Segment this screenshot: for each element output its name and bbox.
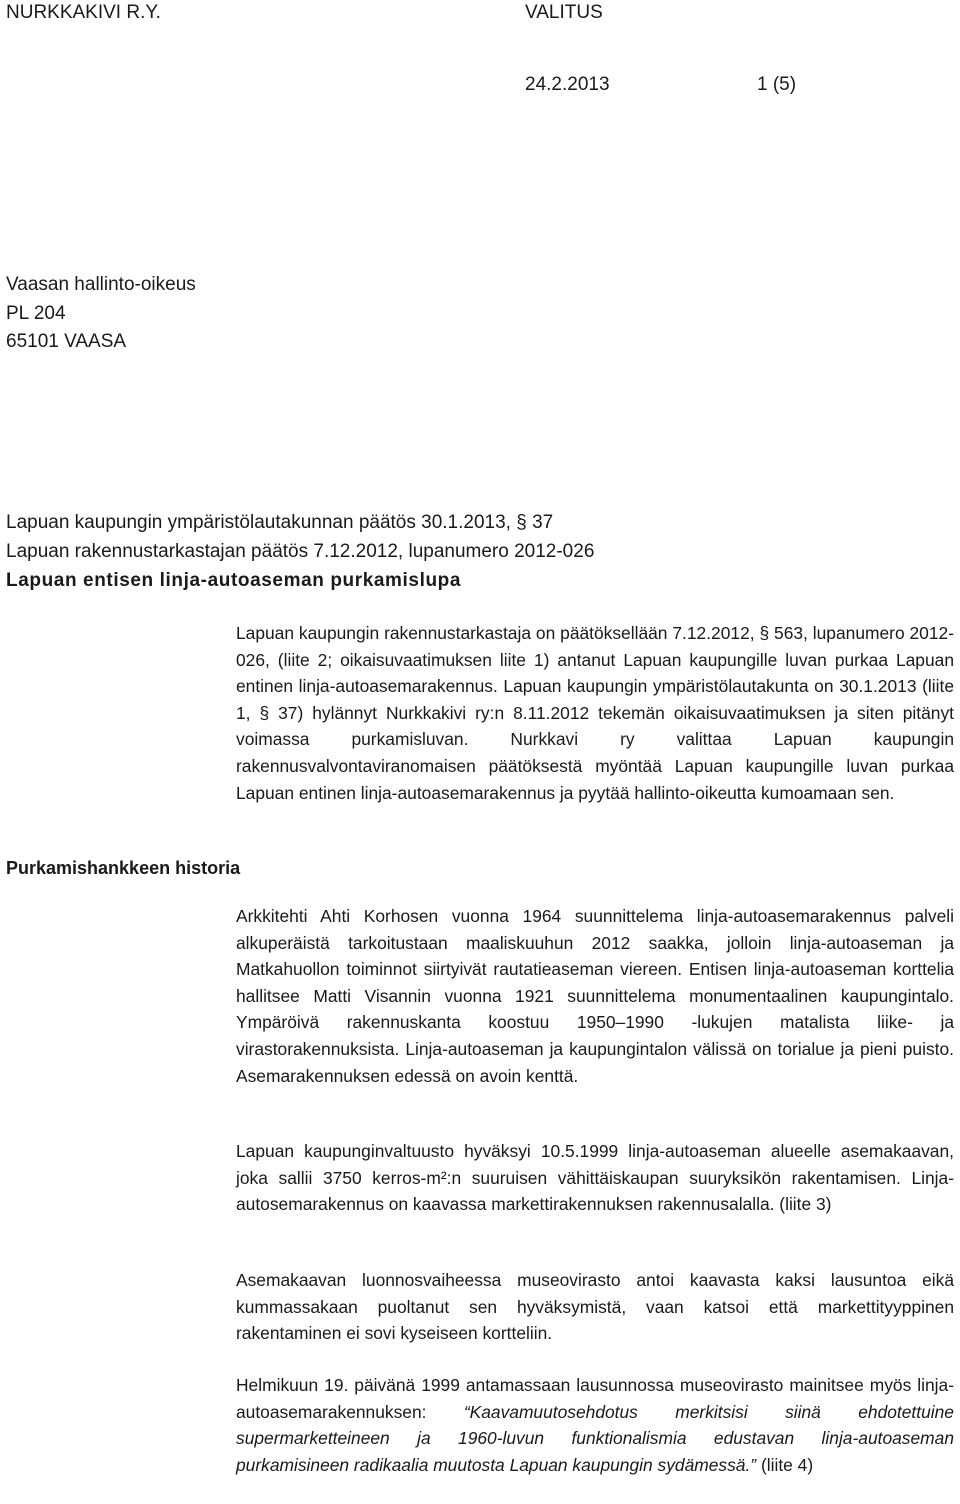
document-date: 24.2.2013 (525, 74, 610, 95)
recipient-name: Vaasan hallinto-oikeus (6, 274, 196, 295)
organization-name: NURKKAKIVI R.Y. (6, 2, 161, 23)
history-paragraph-1: Arkkitehti Ahti Korhosen vuonna 1964 suunnittelema linja-autoasemarakennus palveli alkuperäistä tarkoitustaan maaliskuuhun 2012 saakka, jolloin linja-autoaseman ja Matkahuollon toiminnot siirtyivät rautatieaseman viereen. Entisen linja-autoaseman korttelia hallitsee Matti Visannin vuonna 1921 suunnittelema monumentaalinen kaupungintalo. Ympäröivä rakennuskanta koostuu 1950–1990 -lukujen matalista liike- ja virastorakennuksista. Linja-autoaseman ja kaupungintalon välissä on torialue ja pieni puisto. Asemarakennuksen edessä on avoin kenttä. (236, 906, 954, 1086)
history-p2-section (236, 1138, 954, 1218)
recipient-po-box: PL 204 (6, 302, 66, 324)
museum-quote: “Kaavamuutosehdotus merkitsisi siinä ehdotettuine supermarketteineen ja 1960-luvun funktionalismia edustavan linja-autoaseman purkamisineen radikaalia muutosta Lapuan kaupungin sydämessä.” (236, 1401, 954, 1475)
p4-suffix: (liite 4) (756, 1454, 814, 1475)
history-paragraph-2: Lapuan kaupunginvaltuusto hyväksyi 10.5.1999 linja-autoaseman alueelle asemakaavan, joka sallii 3750 kerros-m²:n suuruisen vähittäiskaupan suuryksikön rakentamisen. Linja-autosemarakennus on kaavassa markettirakennuksen rakennusalalla. (liite 3) (236, 1141, 954, 1215)
document-type: VALITUS (525, 2, 603, 23)
recipient-address (6, 271, 196, 357)
recipient-postal: 65101 VAASA (6, 331, 127, 352)
subject-line-2: Lapuan rakennustarkastajan päätös 7.12.2012, lupanumero 2012-026 (6, 541, 595, 562)
history-heading: Purkamishankkeen historia (6, 858, 241, 878)
history-paragraph-4 (236, 1372, 954, 1478)
intro-section (236, 620, 954, 806)
intro-paragraph: Lapuan kaupungin rakennustarkastaja on päätöksellään 7.12.2012, § 563, lupanumero 2012-026, (liite 2; oikaisuvaatimuksen liite 1) antanut Lapuan kaupungille luvan purkaa Lapuan entinen linja-autoasemarakennus. Lapuan kaupungin ympäristölautakunta on 30.1.2013 (liite 1, § 37) hylännyt Nurkkakivi ry:n 8.11.2012 tekemän oikaisuvaatimuksen ja siten pitänyt voimassa purkamisluvan. Nurkkavi ry valittaa Lapuan kaupungin rakennusvalvontaviranomaisen päätöksestä myöntää Lapuan kaupungille luvan purkaa Lapuan entinen linja-autoasemarakennus ja pyytää hallinto-oikeutta kumoamaan sen. (236, 623, 954, 803)
p4-prefix: Helmikuun 19. päivänä 1999 antamassaan lausunnossa museovirasto mainitsee myös linja-autoasemarakennuksen: (236, 1375, 954, 1422)
subject-line-1: Lapuan kaupungin ympäristölautakunnan päätös 30.1.2013, § 37 (6, 512, 554, 533)
history-paragraph-3: Asemakaavan luonnosvaiheessa museovirasto antoi kaavasta kaksi lausuntoa eikä kummassakaan puoltanut sen hyväksymistä, vaan katsoi että markettityyppinen rakentaminen ei sovi kyseiseen kortteliin. (236, 1270, 954, 1344)
page-number: 1 (5) (757, 74, 797, 95)
subject-title: Lapuan entisen linja-autoaseman purkamislupa (6, 570, 462, 591)
history-p4-section (236, 1372, 954, 1478)
history-p1-section (236, 903, 954, 1089)
history-p3-section (236, 1267, 954, 1347)
subject-block (6, 508, 594, 595)
